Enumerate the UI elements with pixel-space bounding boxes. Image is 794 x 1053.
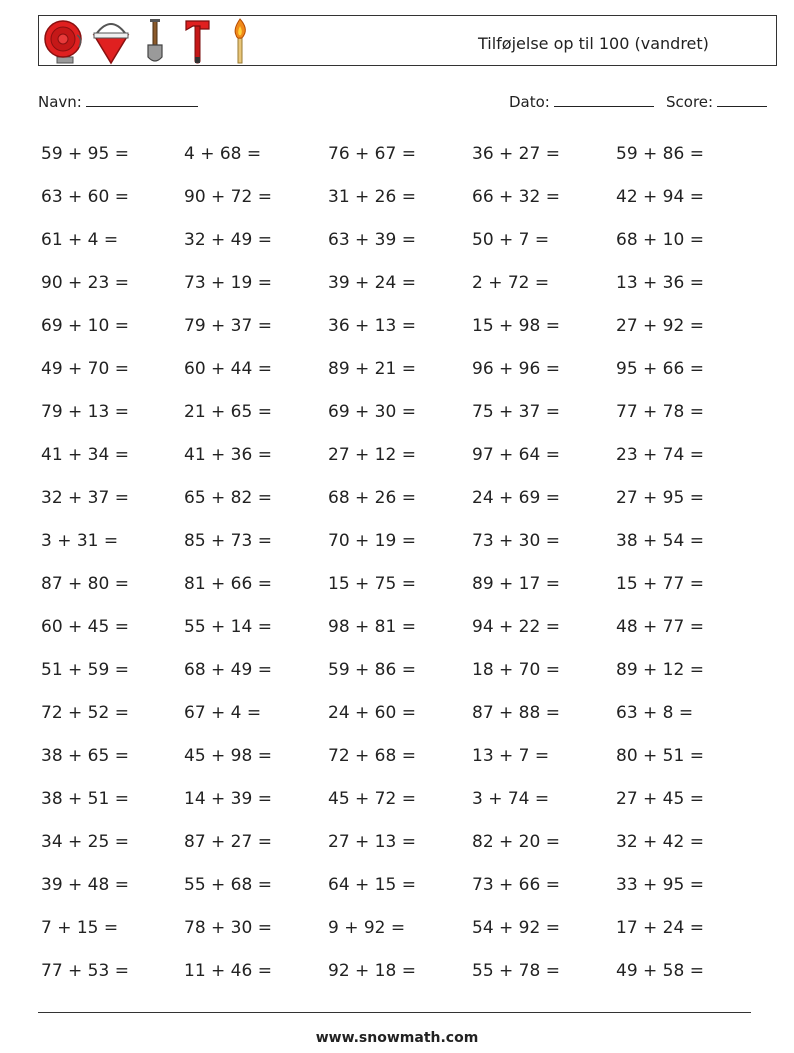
problem-13-3: 59 + 86 = — [328, 660, 416, 680]
problem-13-2: 68 + 49 = — [184, 660, 272, 680]
problem-12-2: 55 + 14 = — [184, 617, 272, 637]
score-line — [717, 105, 767, 107]
problem-11-5: 15 + 77 = — [616, 574, 704, 594]
problem-4-2: 73 + 19 = — [184, 273, 272, 293]
problem-5-3: 36 + 13 = — [328, 316, 416, 336]
problem-18-4: 73 + 66 = — [472, 875, 560, 895]
problem-3-3: 63 + 39 = — [328, 230, 416, 250]
problem-6-4: 96 + 96 = — [472, 359, 560, 379]
problem-7-5: 77 + 78 = — [616, 402, 704, 422]
problem-20-1: 77 + 53 = — [41, 961, 129, 981]
problem-2-5: 42 + 94 = — [616, 187, 704, 207]
problem-20-4: 55 + 78 = — [472, 961, 560, 981]
problem-5-4: 15 + 98 = — [472, 316, 560, 336]
date-label: Dato: — [509, 93, 550, 111]
problem-20-5: 49 + 58 = — [616, 961, 704, 981]
problem-17-1: 34 + 25 = — [41, 832, 129, 852]
problem-9-4: 24 + 69 = — [472, 488, 560, 508]
problem-2-1: 63 + 60 = — [41, 187, 129, 207]
problem-6-5: 95 + 66 = — [616, 359, 704, 379]
problem-3-1: 61 + 4 = — [41, 230, 119, 250]
problem-17-4: 82 + 20 = — [472, 832, 560, 852]
problem-17-2: 87 + 27 = — [184, 832, 272, 852]
problem-12-3: 98 + 81 = — [328, 617, 416, 637]
problem-15-3: 72 + 68 = — [328, 746, 416, 766]
problem-10-2: 85 + 73 = — [184, 531, 272, 551]
fire-axe-icon — [183, 17, 213, 65]
problem-12-4: 94 + 22 = — [472, 617, 560, 637]
problem-5-1: 69 + 10 = — [41, 316, 129, 336]
problem-4-3: 39 + 24 = — [328, 273, 416, 293]
problem-18-2: 55 + 68 = — [184, 875, 272, 895]
problem-9-2: 65 + 82 = — [184, 488, 272, 508]
problem-16-3: 45 + 72 = — [328, 789, 416, 809]
name-field[interactable] — [38, 93, 198, 111]
footer-divider — [38, 1012, 751, 1013]
worksheet-title: Tilføjelse op til 100 (vandret) — [478, 34, 709, 53]
problem-6-1: 49 + 70 = — [41, 359, 129, 379]
problem-19-3: 9 + 92 = — [328, 918, 406, 938]
name-line — [86, 105, 198, 107]
problem-10-4: 73 + 30 = — [472, 531, 560, 551]
problem-19-4: 54 + 92 = — [472, 918, 560, 938]
problem-20-2: 11 + 46 = — [184, 961, 272, 981]
problem-10-3: 70 + 19 = — [328, 531, 416, 551]
problem-8-3: 27 + 12 = — [328, 445, 416, 465]
problem-12-5: 48 + 77 = — [616, 617, 704, 637]
name-label: Navn: — [38, 93, 82, 111]
problem-12-1: 60 + 45 = — [41, 617, 129, 637]
problem-18-5: 33 + 95 = — [616, 875, 704, 895]
problem-16-2: 14 + 39 = — [184, 789, 272, 809]
problem-1-1: 59 + 95 = — [41, 144, 129, 164]
problem-9-5: 27 + 95 = — [616, 488, 704, 508]
footer-url: www.snowmath.com — [315, 1030, 479, 1046]
problem-15-1: 38 + 65 = — [41, 746, 129, 766]
problem-4-5: 13 + 36 = — [616, 273, 704, 293]
problem-11-1: 87 + 80 = — [41, 574, 129, 594]
problem-3-5: 68 + 10 = — [616, 230, 704, 250]
problem-1-3: 76 + 67 = — [328, 144, 416, 164]
problem-8-1: 41 + 34 = — [41, 445, 129, 465]
problem-1-4: 36 + 27 = — [472, 144, 560, 164]
score-label: Score: — [666, 93, 714, 111]
problem-9-3: 68 + 26 = — [328, 488, 416, 508]
problem-18-3: 64 + 15 = — [328, 875, 416, 895]
problem-17-3: 27 + 13 = — [328, 832, 416, 852]
problem-14-2: 67 + 4 = — [184, 703, 262, 723]
problem-11-2: 81 + 66 = — [184, 574, 272, 594]
problem-2-3: 31 + 26 = — [328, 187, 416, 207]
problem-3-4: 50 + 7 = — [472, 230, 550, 250]
fire-bucket-icon — [91, 17, 131, 65]
problem-6-3: 89 + 21 = — [328, 359, 416, 379]
fire-alarm-bell-icon — [43, 17, 87, 65]
problem-9-1: 32 + 37 = — [41, 488, 129, 508]
problem-2-4: 66 + 32 = — [472, 187, 560, 207]
problem-14-1: 72 + 52 = — [41, 703, 129, 723]
problem-5-5: 27 + 92 = — [616, 316, 704, 336]
problem-11-3: 15 + 75 = — [328, 574, 416, 594]
problem-8-4: 97 + 64 = — [472, 445, 560, 465]
problem-20-3: 92 + 18 = — [328, 961, 416, 981]
problem-10-5: 38 + 54 = — [616, 531, 704, 551]
problem-19-2: 78 + 30 = — [184, 918, 272, 938]
problem-7-3: 69 + 30 = — [328, 402, 416, 422]
problem-13-4: 18 + 70 = — [472, 660, 560, 680]
problem-7-2: 21 + 65 = — [184, 402, 272, 422]
problem-18-1: 39 + 48 = — [41, 875, 129, 895]
problem-14-4: 87 + 88 = — [472, 703, 560, 723]
problem-5-2: 79 + 37 = — [184, 316, 272, 336]
problem-10-1: 3 + 31 = — [41, 531, 119, 551]
problem-13-5: 89 + 12 = — [616, 660, 704, 680]
shovel-icon — [143, 17, 167, 65]
problem-8-5: 23 + 74 = — [616, 445, 704, 465]
problem-15-4: 13 + 7 = — [472, 746, 550, 766]
match-icon — [229, 17, 251, 65]
problem-7-1: 79 + 13 = — [41, 402, 129, 422]
problem-19-5: 17 + 24 = — [616, 918, 704, 938]
problem-4-1: 90 + 23 = — [41, 273, 129, 293]
problem-1-5: 59 + 86 = — [616, 144, 704, 164]
problem-1-2: 4 + 68 = — [184, 144, 262, 164]
problem-19-1: 7 + 15 = — [41, 918, 119, 938]
problem-14-5: 63 + 8 = — [616, 703, 694, 723]
problem-17-5: 32 + 42 = — [616, 832, 704, 852]
problem-16-5: 27 + 45 = — [616, 789, 704, 809]
problem-11-4: 89 + 17 = — [472, 574, 560, 594]
date-line — [554, 105, 654, 107]
problem-15-2: 45 + 98 = — [184, 746, 272, 766]
problem-15-5: 80 + 51 = — [616, 746, 704, 766]
date-field[interactable] — [509, 93, 654, 111]
problem-16-4: 3 + 74 = — [472, 789, 550, 809]
worksheet-header — [38, 15, 777, 66]
problem-7-4: 75 + 37 = — [472, 402, 560, 422]
score-field[interactable] — [666, 93, 767, 111]
problem-4-4: 2 + 72 = — [472, 273, 550, 293]
problem-16-1: 38 + 51 = — [41, 789, 129, 809]
problem-2-2: 90 + 72 = — [184, 187, 272, 207]
problem-13-1: 51 + 59 = — [41, 660, 129, 680]
problem-6-2: 60 + 44 = — [184, 359, 272, 379]
problem-14-3: 24 + 60 = — [328, 703, 416, 723]
problem-8-2: 41 + 36 = — [184, 445, 272, 465]
problem-3-2: 32 + 49 = — [184, 230, 272, 250]
